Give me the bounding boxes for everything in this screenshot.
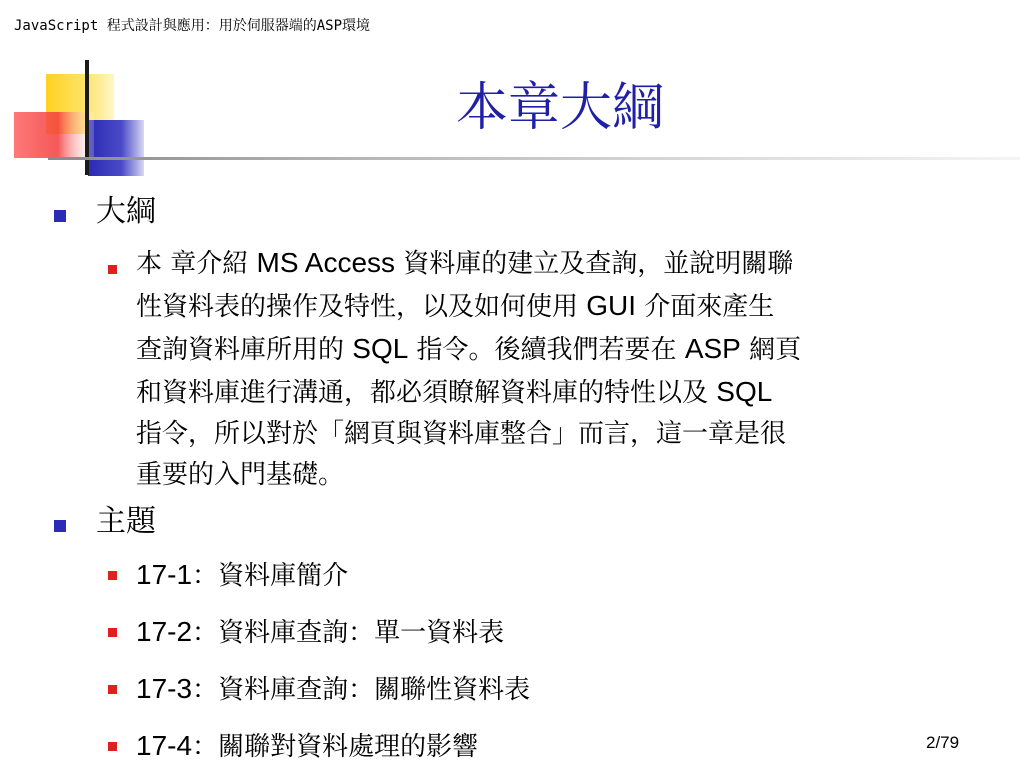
topic-title: 資料庫查詢：單一資料表 bbox=[218, 618, 505, 648]
topic-number: 17-2 bbox=[136, 616, 193, 647]
bullet-square-icon bbox=[108, 742, 117, 751]
topic-number: 17-4 bbox=[136, 730, 193, 761]
bullet-square-icon bbox=[108, 265, 117, 274]
paragraph-line bbox=[136, 414, 996, 455]
topic-separator: ： bbox=[192, 732, 219, 762]
text-run: 網頁 bbox=[740, 335, 802, 365]
text-run: 查詢資料庫所用的 bbox=[136, 335, 353, 365]
text-run: 本 章介紹 bbox=[136, 249, 257, 279]
topic-title: 資料庫簡介 bbox=[218, 561, 349, 591]
text-run: 指令。後續我們若要在 bbox=[408, 335, 685, 365]
outline-paragraph bbox=[136, 242, 996, 496]
text-run: 指令，所以對於「網頁與資料庫整合」而言，這一章是很 bbox=[136, 419, 787, 449]
section-heading-outline: 大綱 bbox=[96, 194, 156, 229]
topic-item bbox=[136, 669, 530, 710]
bullet-square-icon bbox=[54, 210, 66, 222]
paragraph-line bbox=[136, 371, 996, 414]
topic-separator: ： bbox=[192, 618, 219, 648]
latin-text-run: GUI bbox=[586, 290, 637, 321]
topic-title: 關聯對資料處理的影響 bbox=[218, 732, 479, 762]
topic-separator: ： bbox=[192, 561, 219, 591]
logo-red-square bbox=[14, 112, 94, 158]
topic-title: 資料庫查詢：關聯性資料表 bbox=[218, 675, 531, 705]
section-heading-topics: 主題 bbox=[96, 504, 156, 539]
paragraph-line bbox=[136, 242, 996, 285]
paragraph-line bbox=[136, 285, 996, 328]
text-run: 和資料庫進行溝通，都必須瞭解資料庫的特性以及 bbox=[136, 378, 717, 408]
topic-number: 17-1 bbox=[136, 559, 193, 590]
bullet-square-icon bbox=[54, 520, 66, 532]
topic-item bbox=[136, 555, 348, 596]
logo-blue-square bbox=[88, 120, 144, 176]
document-header: JavaScript 程式設計與應用：用於伺服器端的ASP環境 bbox=[14, 18, 371, 34]
topic-number: 17-3 bbox=[136, 673, 193, 704]
text-run: 性資料表的操作及特性，以及如何使用 bbox=[136, 292, 587, 322]
title-divider bbox=[48, 157, 1020, 160]
text-run: 資料庫的建立及查詢，並說明關聯 bbox=[395, 249, 794, 279]
latin-text-run: ASP bbox=[684, 333, 741, 364]
latin-text-run: SQL bbox=[716, 376, 773, 407]
slide-title: 本章大綱 bbox=[455, 78, 664, 138]
paragraph-line bbox=[136, 455, 996, 496]
topic-separator: ： bbox=[192, 675, 219, 705]
text-run: 介面來產生 bbox=[636, 292, 775, 322]
text-run: 重要的入門基礎。 bbox=[136, 460, 345, 490]
paragraph-line bbox=[136, 328, 996, 371]
topic-item bbox=[136, 726, 478, 767]
slide-logo-decoration bbox=[0, 0, 200, 190]
page-number: 2/79 bbox=[926, 733, 960, 752]
bullet-square-icon bbox=[108, 628, 117, 637]
bullet-square-icon bbox=[108, 571, 117, 580]
latin-text-run: MS Access bbox=[256, 247, 396, 278]
bullet-square-icon bbox=[108, 685, 117, 694]
latin-text-run: SQL bbox=[352, 333, 409, 364]
topic-item bbox=[136, 612, 504, 653]
